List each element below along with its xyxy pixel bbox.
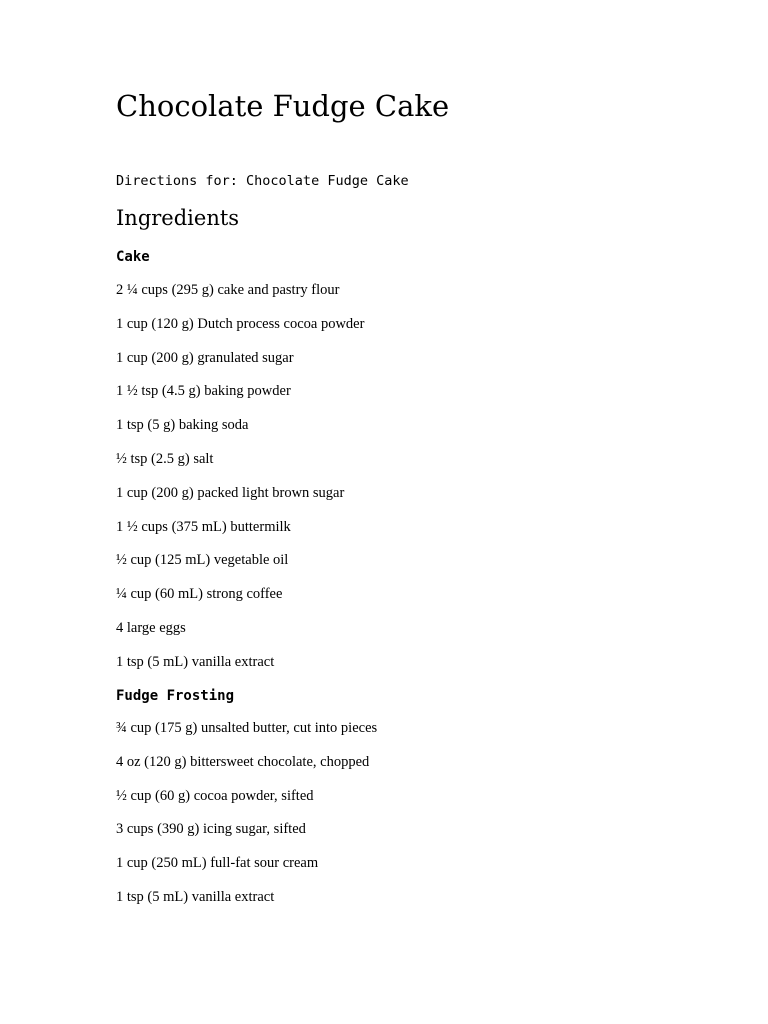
ingredient-item: 1 cup (250 mL) full-fat sour cream (116, 855, 319, 872)
ingredient-item: 1 ½ tsp (4.5 g) baking powder (116, 383, 291, 400)
cake-heading: Cake (116, 249, 150, 265)
ingredient-item: 1 tsp (5 g) baking soda (116, 417, 249, 434)
directions-line: Directions for: Chocolate Fudge Cake (116, 173, 409, 189)
ingredient-item: 1 tsp (5 mL) vanilla extract (116, 888, 275, 905)
frosting-ingredient-list (116, 718, 377, 921)
ingredient-item: 1 cup (200 g) granulated sugar (116, 349, 294, 366)
ingredient-item: 1 cup (200 g) packed light brown sugar (116, 484, 345, 501)
page-title: Chocolate Fudge Cake (116, 89, 450, 123)
ingredient-item: 1 ½ cups (375 mL) buttermilk (116, 518, 291, 535)
cake-ingredient-list (116, 280, 364, 686)
ingredients-heading: Ingredients (116, 206, 240, 230)
ingredient-item: ½ cup (60 g) cocoa powder, sifted (116, 787, 314, 804)
fudge-frosting-heading: Fudge Frosting (116, 688, 235, 704)
ingredient-item: 1 cup (120 g) Dutch process cocoa powder (116, 315, 365, 332)
ingredient-item: 2 ¼ cups (295 g) cake and pastry flour (116, 282, 340, 298)
ingredient-item: 4 oz (120 g) bittersweet chocolate, chopped (116, 753, 370, 770)
ingredient-item: ½ tsp (2.5 g) salt (116, 450, 214, 467)
ingredient-item: ½ cup (125 mL) vegetable oil (116, 552, 289, 569)
ingredient-item: 3 cups (390 g) icing sugar, sifted (116, 821, 306, 838)
ingredient-item: ¾ cup (175 g) unsalted butter, cut into pieces (116, 720, 378, 736)
ingredient-item: 1 tsp (5 mL) vanilla extract (116, 653, 275, 670)
ingredient-item: 4 large eggs (116, 619, 186, 636)
ingredient-item: ¼ cup (60 mL) strong coffee (116, 586, 283, 603)
